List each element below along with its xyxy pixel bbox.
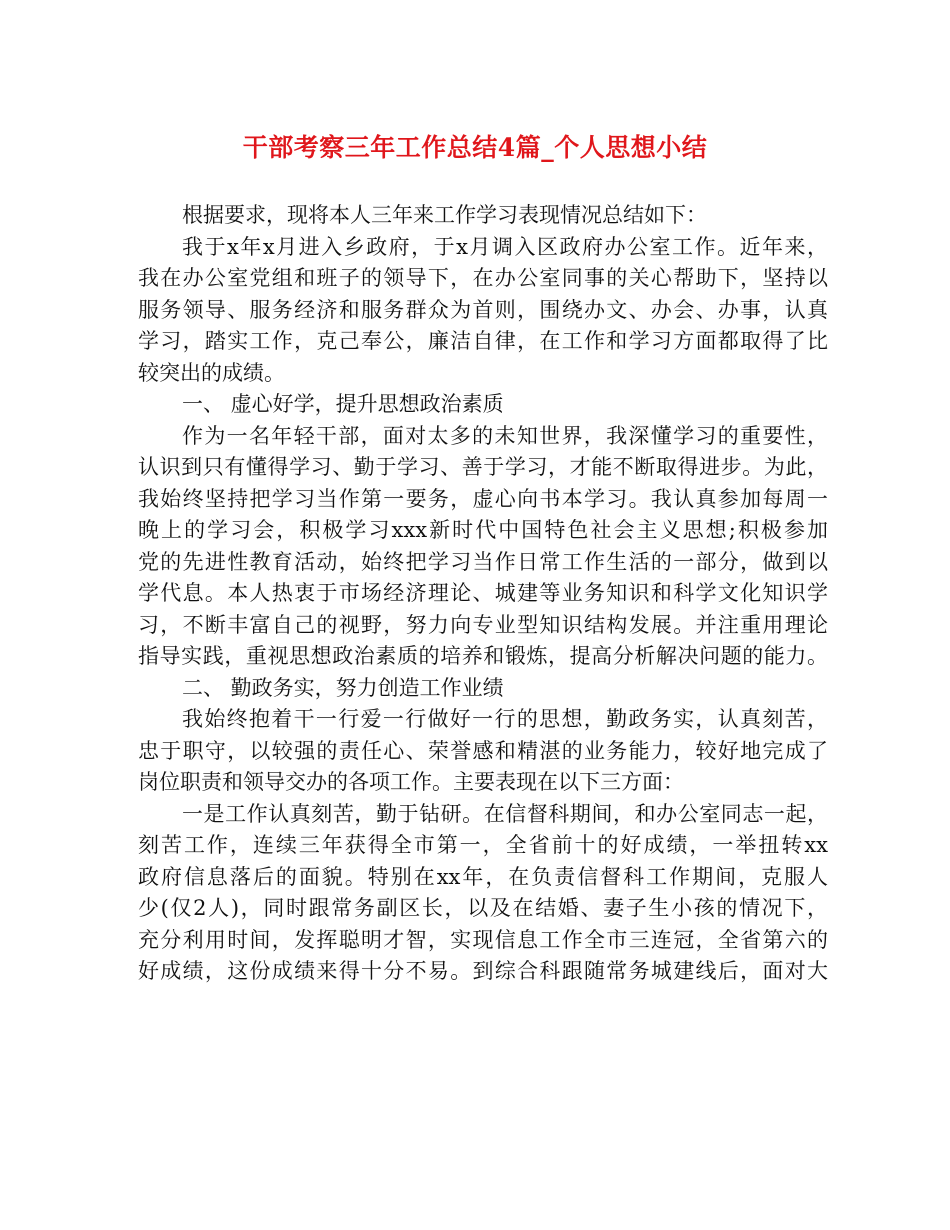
- body-line: 我始终抱着干一行爱一行做好一行的思想，勤政务实，认真刻苦，: [182, 707, 828, 731]
- section-heading: 一、 虚心好学，提升思想政治素质: [182, 392, 504, 416]
- body-line: 一是工作认真刻苦，勤于钻研。在信督科期间，和办公室同志一起，: [182, 801, 828, 826]
- body-line: 少(仅2人)，同时跟常务副区长，以及在结婚、妻子生小孩的情况下，: [138, 896, 828, 920]
- body-line: 学代息。本人热衷于市场经济理论、城建等业务知识和科学文化知识学: [138, 581, 828, 605]
- document-title: 干部考察三年工作总结4篇_个人思想小结: [242, 133, 708, 162]
- body-line: 好成绩，这份成绩来得十分不易。到综合科跟随常务城建线后，面对大: [138, 959, 828, 983]
- body-line: 作为一名年轻干部，面对太多的未知世界，我深懂学习的重要性，: [182, 423, 828, 448]
- body-line: 指导实践，重视思想政治素质的培养和锻炼，提高分析解决问题的能力。: [138, 644, 828, 668]
- body-line: 我在办公室党组和班子的领导下，在办公室同事的关心帮助下，坚持以: [138, 266, 828, 290]
- body-line: 我于x年x月进入乡政府，于x月调入区政府办公室工作。近年来，: [182, 234, 828, 259]
- body-line: 岗位职责和领导交办的各项工作。主要表现在以下三方面：: [138, 770, 684, 794]
- document-body: [138, 200, 828, 988]
- body-line: 充分利用时间，发挥聪明才智，实现信息工作全市三连冠，全省第六的: [138, 927, 828, 952]
- body-line: 较突出的成绩。: [138, 360, 285, 385]
- body-line: 服务领导、服务经济和服务群众为首则，围绕办文、办会、办事，认真: [138, 297, 828, 322]
- body-line: 晚上的学习会，积极学习xxx新时代中国特色社会主义思想;积极参加: [138, 518, 828, 542]
- section-heading: 二、 勤政务实，努力创造工作业绩: [182, 675, 504, 700]
- body-line: 忠于职守，以较强的责任心、荣誉感和精湛的业务能力，较好地完成了: [138, 738, 828, 763]
- body-line: 刻苦工作，连续三年获得全市第一，全省前十的好成绩，一举扭转xx: [138, 833, 828, 857]
- body-line: 我始终坚持把学习当作第一要务，虚心向书本学习。我认真参加每周一: [138, 486, 828, 511]
- body-line: 认识到只有懂得学习、勤于学习、善于学习，才能不断取得进步。为此，: [138, 455, 828, 479]
- body-line: 学习，踏实工作，克己奉公，廉洁自律，在工作和学习方面都取得了比: [138, 329, 828, 353]
- body-line: 政府信息落后的面貌。特别在xx年，在负责信督科工作期间，克服人: [138, 864, 828, 889]
- body-line: 根据要求，现将本人三年来工作学习表现情况总结如下：: [182, 203, 707, 227]
- body-line: 习，不断丰富自己的视野，努力向专业型知识结构发展。并注重用理论: [138, 612, 828, 637]
- body-line: 党的先进性教育活动，始终把学习当作日常工作生活的一部分，做到以: [138, 549, 828, 574]
